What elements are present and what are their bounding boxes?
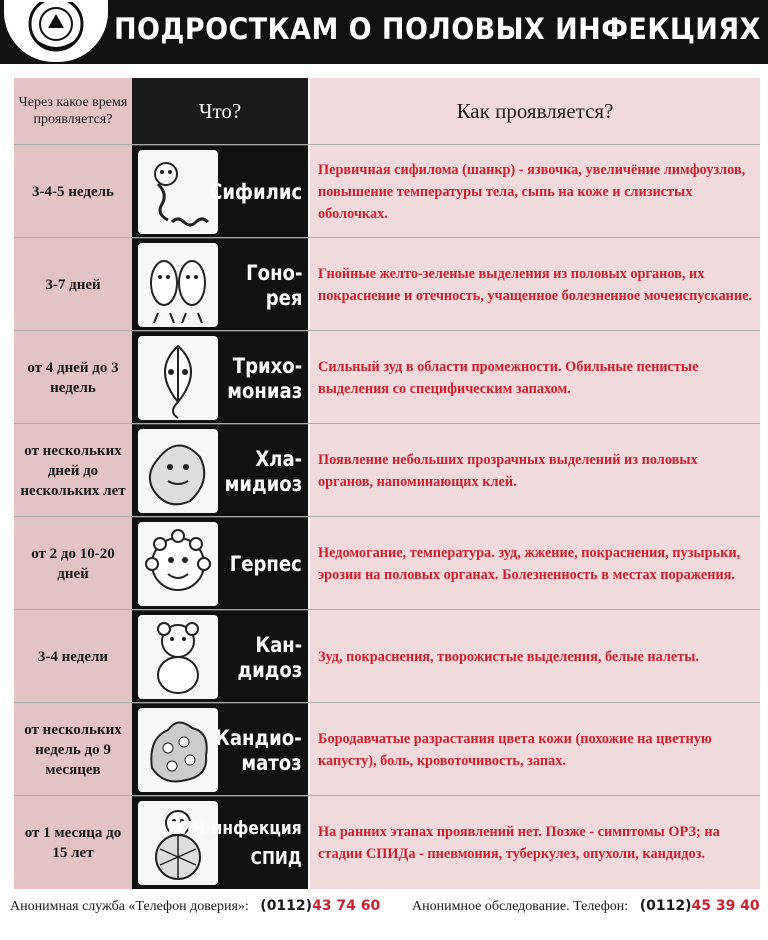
column-header-when: Через какое время проявляется? (14, 78, 132, 144)
chlamydia-icon (138, 429, 218, 513)
organization-logo (4, 0, 108, 62)
trichomonas-icon (138, 336, 218, 420)
infections-table (14, 78, 760, 869)
herpes-icon (138, 522, 218, 606)
testing-label: Анонимное обследование. Телефон: (412, 899, 629, 914)
symptoms-cell: Бородавчатые разрастания цвета кожи (похожие на цветную капусту), боль, кровоточивость, запах. (310, 703, 760, 796)
disease-cell (132, 517, 308, 610)
disease-name: Герпес (229, 552, 302, 576)
spirochete-icon (138, 150, 218, 234)
onset-time-cell: от 4 дней до 3 недель (14, 331, 132, 424)
table-header-row (14, 78, 760, 144)
disease-cell (132, 331, 308, 424)
table-row (14, 516, 760, 609)
disease-cell (132, 238, 308, 331)
disease-cell (132, 796, 308, 889)
symptoms-cell: Недомогание, температура. зуд, жжение, покраснения, пузырьки, эрозии на половых органах. Болезненность в местах поражения. (310, 517, 760, 610)
column-header-how: Как проявляется? (310, 78, 760, 144)
disease-name: Хла- мидиоз (224, 446, 302, 496)
onset-time-cell: от нескольких недель до 9 месяцев (14, 703, 132, 796)
symptoms-cell: На ранних этапах проявлений нет. Позже - симптомы ОРЗ; на стадии СПИДа - пневмония, туберкулез, опухоли, кандидоз. (310, 796, 760, 889)
disease-name: Трихо- мониаз (227, 353, 302, 403)
table-row (14, 330, 760, 423)
onset-time-cell: 3-4 недели (14, 610, 132, 703)
symptoms-cell: Сильный зуд в области промежности. Обильные пенистые выделения со специфическим запахом. (310, 331, 760, 424)
disease-cell (132, 424, 308, 517)
table-row (14, 237, 760, 330)
column-header-what: Что? (132, 78, 308, 144)
symptoms-cell: Первичная сифилома (шанкр) - язвочка, увеличёние лимфоузлов, повышение температуры тела, сыпь на коже и слизистых оболочках. (310, 145, 760, 238)
testing-area-code: (0112) (639, 898, 692, 914)
onset-time-cell: 3-7 дней (14, 238, 132, 331)
page-title: ПОДРОСТКАМ О ПОЛОВЫХ ИНФЕКЦИЯХ (114, 12, 761, 46)
onset-time-cell: от нескольких дней до нескольких лет (14, 424, 132, 517)
disease-name: Сифилис (208, 180, 302, 204)
table-row (14, 609, 760, 702)
disease-cell (132, 610, 308, 703)
disease-cell (132, 145, 308, 238)
table-row (14, 702, 760, 795)
symptoms-cell: Гнойные желто-зеленые выделения из половых органов, их покраснение и отечность, учащенное болезненное мочеиспускание. (310, 238, 760, 331)
hotline-area-code: (0112) (260, 898, 313, 914)
onset-time-cell: от 1 месяца до 15 лет (14, 796, 132, 889)
symptoms-cell: Зуд, покраснения, творожистые выделения, белые налеты. (310, 610, 760, 703)
gonococcus-icon (138, 243, 218, 327)
disease-name: Кандио- матоз (215, 725, 302, 775)
papilloma-icon (138, 708, 218, 792)
disease-name: ВИЧ-инфекция СПИД (168, 817, 302, 869)
symptoms-cell: Появление небольших прозрачных выделений из половых органов, напоминающих клей. (310, 424, 760, 517)
hotline-info (10, 898, 380, 915)
testing-number: 45 39 40 (691, 898, 760, 914)
page-footer (10, 894, 762, 920)
table-row (14, 423, 760, 516)
testing-info (412, 898, 760, 915)
disease-name: Гоно- рея (245, 260, 302, 310)
page-header (0, 0, 768, 64)
onset-time-cell: 3-4-5 недель (14, 145, 132, 238)
disease-cell (132, 703, 308, 796)
onset-time-cell: от 2 до 10-20 дней (14, 517, 132, 610)
disease-name: Кан- дидоз (237, 632, 302, 682)
candida-icon (138, 615, 218, 699)
hotline-label: Анонимная служба «Телефон доверия»: (10, 899, 249, 914)
hotline-number: 43 74 60 (312, 898, 381, 914)
table-row (14, 144, 760, 237)
table-row (14, 795, 760, 888)
